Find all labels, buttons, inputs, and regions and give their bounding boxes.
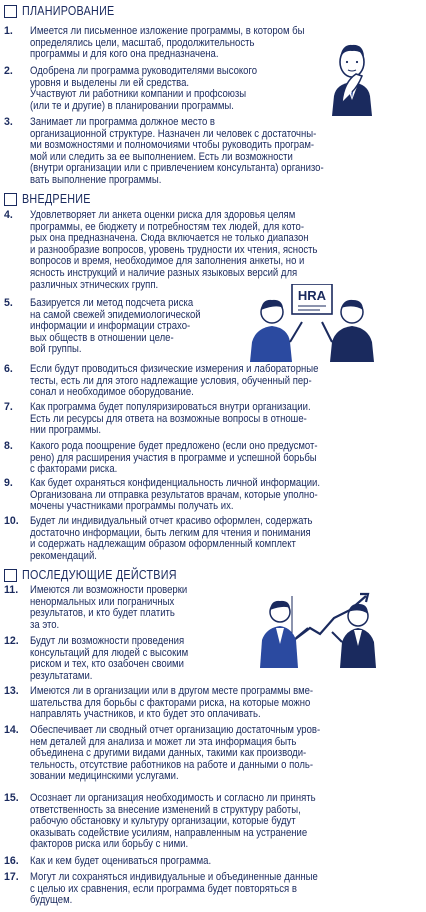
item-text-line: и содержать надлежащим образом оформленный комплект (30, 538, 296, 551)
section-checkbox[interactable] (4, 193, 17, 206)
section-checkbox[interactable] (4, 569, 17, 582)
item-text-line: (или те и другие) в планировании программы. (30, 99, 234, 112)
item-text (30, 856, 211, 868)
item-text-line: рых она предназначена. Сюда включается не только диапазон (30, 232, 309, 245)
item-text-line: Если будут проводиться физические измерения и лабораторные (30, 363, 319, 375)
item-text-line: тесты, есть ли для этого надлежащие условия, обученный пер- (30, 374, 312, 387)
item-text (30, 516, 313, 562)
item-text-line: вопросов и время, необходимое для заполнения анкеты, но и (30, 255, 305, 268)
hra-meeting-illustration (250, 284, 376, 362)
item-text-line: организационной структуре. Назначен ли человек с достаточны- (30, 127, 317, 140)
item-text-line: с целью их сравнения, если программа будет повторяться в (30, 882, 297, 895)
item-text-line: Обеспечивает ли сводный отчет организацию достаточным уров- (30, 724, 321, 736)
item-text-line: результатами. (30, 669, 93, 682)
item-text (30, 26, 305, 61)
item-text-line: Какого рода поощрение будет предложено (если оно предусмот- (30, 440, 318, 452)
item-text-line: нем деталей для анализа и может ли эта информация быть (30, 735, 297, 748)
item-text (30, 585, 187, 631)
section-planning-header (4, 4, 130, 18)
item-text-line: различных этнических групп. (30, 278, 159, 291)
item-text-line: (внутри организации или с привлечением консультанта) организо- (30, 162, 324, 175)
item-text-line: программы, ее бюджету и потребностям тех людей, для кото- (30, 220, 305, 233)
item-text (30, 402, 311, 437)
item-text-line: Есть ли ресурсы для ответа на возможные вопросы в отноше- (30, 412, 307, 425)
item-text-line: определялись цели, масштаб, продолжительность (30, 36, 255, 49)
item-number: 11. (4, 584, 19, 596)
item-text-line: программы и для кого она предназначена. (30, 48, 219, 61)
item-text-line: нии программы. (30, 424, 102, 437)
item-text-line: Организована ли отправка результатов врачам, которые уполно- (30, 488, 318, 501)
item-number: 8. (4, 440, 13, 452)
item-text (30, 872, 318, 907)
item-number: 13. (4, 685, 19, 697)
item-number: 10. (4, 515, 19, 527)
item-text-line: ответственность за внесение изменений в структуру работы, (30, 803, 301, 816)
item-number: 14. (4, 724, 19, 736)
thinking-man-illustration (322, 38, 382, 116)
item-number: 6. (4, 363, 13, 375)
item-number: 2. (4, 65, 13, 77)
chart-discussion-illustration (258, 588, 378, 668)
item-text (30, 441, 318, 476)
item-text (30, 725, 320, 783)
section-title: ПОСЛЕДУЮЩИЕ ДЕЙСТВИЯ (22, 568, 177, 582)
item-text-line: зовании медицинскими услугами. (30, 770, 179, 783)
item-text-line: Участвуют ли работники компании и профсоюзы (30, 88, 247, 101)
item-text-line: Занимает ли программа должное место в (30, 116, 215, 128)
item-number: 16. (4, 855, 19, 867)
item-text (30, 364, 318, 399)
item-text-line: на самой свежей эпидемиологической (30, 308, 201, 321)
item-text-line: Осознает ли организация необходимость и согласно ли принять (30, 792, 316, 804)
item-text (30, 793, 316, 851)
item-text-line: Будет ли индивидуальный отчет красиво оформлен, содержать (30, 515, 313, 527)
item-text-line: Базируется ли метод подсчета риска (30, 297, 194, 309)
item-number: 3. (4, 116, 13, 128)
item-text-line: риском и тех, кто озабочен своими (30, 658, 184, 671)
item-text-line: ясность инструкций и наличие разных языковых версий для (30, 266, 298, 279)
item-text-line: факторов риска или борьбу с ними. (30, 838, 189, 851)
item-text (30, 210, 317, 291)
item-text-line: объединена с другими видами данных, такими как производи- (30, 747, 307, 760)
item-text (30, 636, 188, 682)
item-text-line: ненормальных или пограничных (30, 595, 175, 608)
item-number: 9. (4, 477, 13, 489)
item-number: 7. (4, 401, 13, 413)
item-text-line: мой или следить за ее выполнением. Есть ли возможности (30, 150, 293, 163)
item-text-line: результатов, и кто будет платить (30, 607, 175, 620)
item-text (30, 117, 324, 187)
item-number: 5. (4, 297, 13, 309)
item-text-line: Будут ли возможности проведения (30, 635, 185, 647)
item-text-line: рено) для расширения участия в программе и успешной борьбы (30, 451, 317, 464)
section-title: ПЛАНИРОВАНИЕ (22, 4, 115, 18)
item-text-line: оказывать содействие усилиям, направленным на устранение (30, 826, 308, 839)
section-checkbox[interactable] (4, 5, 17, 18)
item-text-line: Как и кем будет оцениваться программа. (30, 855, 212, 867)
item-text (30, 686, 313, 721)
item-text-line: за это. (30, 618, 60, 631)
item-number: 4. (4, 209, 13, 221)
item-number: 1. (4, 25, 13, 37)
item-text-line: уровня и выделены ли ей средства. (30, 76, 190, 89)
item-text-line: Как будет охраняться конфиденциальность личной информации. (30, 477, 321, 489)
item-text-line: вать выполнение программы. (30, 173, 162, 186)
item-text-line: информации и информации страхо- (30, 320, 191, 333)
item-text-line: Имеется ли письменное изложение программы, в котором бы (30, 25, 305, 37)
section-implementation-header (4, 192, 102, 206)
item-text-line: Могут ли сохраняться индивидуальные и объединенные данные (30, 871, 318, 883)
item-text-line: вых обществ в отношении целе- (30, 331, 174, 344)
item-number: 15. (4, 792, 19, 804)
item-text (30, 478, 320, 513)
hra-sign-label: HRA (297, 288, 327, 303)
item-text-line: Имеются ли возможности проверки (30, 584, 188, 596)
item-text-line: достаточно информации, быть легким для чтения и понимания (30, 526, 311, 539)
item-text-line: рекомендаций. (30, 549, 97, 562)
item-text-line: Удовлетворяет ли анкета оценки риска для здоровья целям (30, 209, 296, 221)
section-followup-header (4, 568, 202, 582)
item-text-line: вой группы. (30, 343, 82, 356)
item-text-line: и разнообразие вопросов, уровень трудности их чтения, ясность (30, 243, 318, 256)
item-text-line: сонал и необходимое оборудование. (30, 386, 194, 399)
item-text-line: рабочую обстановку и культуру организации, которые будут (30, 815, 296, 828)
item-text-line: мочены участниками программы получать их. (30, 500, 234, 513)
item-text-line: шательства для борьбы с факторами риска, на которые можно (30, 696, 311, 709)
item-number: 12. (4, 635, 19, 647)
item-text (30, 66, 257, 112)
item-text-line: Имеются ли в организации или в другом месте программы вме- (30, 685, 314, 697)
section-title: ВНЕДРЕНИЕ (22, 192, 91, 206)
item-text-line: направлять участников, и кто будет это оплачивать. (30, 708, 261, 721)
item-text-line: Одобрена ли программа руководителями высокого (30, 65, 258, 77)
item-text-line: с факторами риска. (30, 463, 118, 476)
item-text-line: Как программа будет популяризироваться внутри организации. (30, 401, 311, 413)
item-text-line: будущем. (30, 894, 73, 907)
item-text-line: ми возможностями и полномочиями чтобы руководить програм- (30, 139, 315, 152)
item-text-line: консультаций для людей с высоким (30, 646, 189, 659)
item-number: 17. (4, 871, 19, 883)
item-text-line: тельность, отсутствие работников на работе и данными о поль- (30, 758, 314, 771)
item-text (30, 298, 201, 356)
